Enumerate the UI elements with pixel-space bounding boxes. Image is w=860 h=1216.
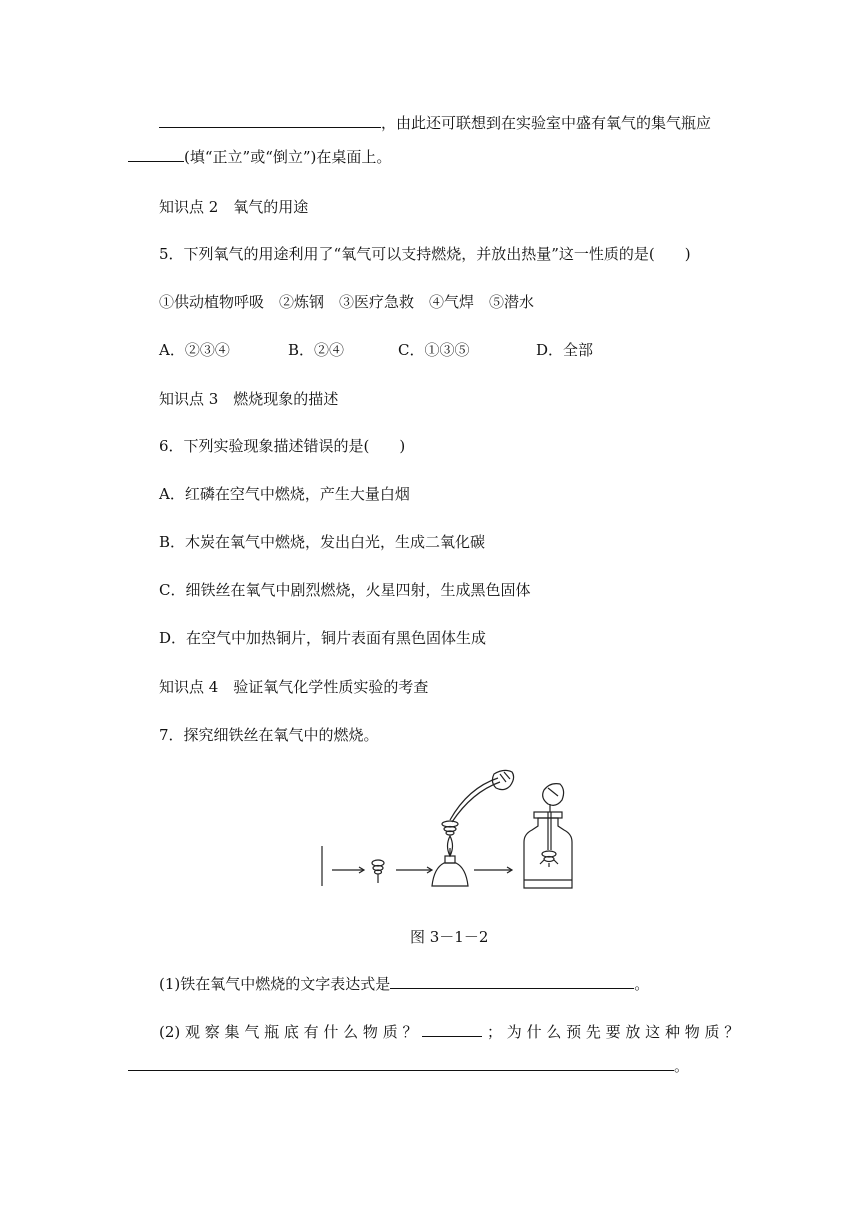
answer-blank[interactable] — [128, 1056, 674, 1071]
question-7-part-1-text: (1)铁在氧气中燃烧的文字表达式是 — [159, 975, 391, 993]
question-5-option-b[interactable]: B．②④ — [288, 341, 345, 359]
question-5: 5．下列氧气的用途利用了“氧气可以支持燃烧，并放出热量”这一性质的是( ) — [159, 245, 691, 263]
question-5-items: ①供动植物呼吸 ②炼钢 ③医疗急救 ④气焊 ⑤潜水 — [159, 293, 535, 311]
line-1-text: ，由此还可联想到在实验室中盛有氧气的集气瓶应 — [381, 114, 712, 132]
question-7-part-2-text: (2) 观 察 集 气 瓶 底 有 什 么 物 质 ？ — [159, 1023, 418, 1041]
question-6-option-c[interactable]: C．细铁丝在氧气中剧烈燃烧，火星四射，生成黑色固体 — [159, 581, 531, 599]
knowledge-point-2: 知识点 2 氧气的用途 — [159, 198, 309, 216]
knowledge-point-3: 知识点 3 燃烧现象的描述 — [159, 390, 339, 408]
question-7-part-2 — [159, 1022, 739, 1042]
question-7-part-1-end: 。 — [634, 975, 650, 993]
experiment-figure — [318, 768, 588, 896]
iron-wire-burning-diagram — [318, 768, 588, 896]
question-5-option-d[interactable]: D．全部 — [536, 341, 594, 359]
line-1 — [159, 113, 711, 133]
answer-blank[interactable] — [128, 147, 184, 162]
question-6: 6．下列实验现象描述错误的是( ) — [159, 437, 406, 455]
coiled-wire-icon — [442, 821, 458, 835]
answer-blank[interactable] — [422, 1022, 482, 1037]
answer-blank[interactable] — [390, 974, 634, 989]
line-2 — [128, 147, 391, 167]
alcohol-lamp-icon — [432, 836, 468, 886]
question-6-option-b[interactable]: B．木炭在氧气中燃烧，发出白光，生成二氧化碳 — [159, 533, 486, 551]
knowledge-point-4: 知识点 4 验证氧气化学性质实验的考查 — [159, 678, 429, 696]
question-7-part-2-end: 。 — [674, 1057, 690, 1075]
question-7: 7．探究细铁丝在氧气中的燃烧。 — [159, 726, 379, 744]
question-6-option-d[interactable]: D．在空气中加热铜片，铜片表面有黑色固体生成 — [159, 629, 487, 647]
question-5-option-c[interactable]: C．①③⑤ — [398, 341, 470, 359]
question-7-part-2-text-2: ； 为 什 么 预 先 要 放 这 种 物 质 ？ — [487, 1023, 740, 1041]
line-2-text: (填“正立”或“倒立”)在桌面上。 — [184, 148, 392, 166]
arrow-icon — [474, 867, 512, 873]
arrow-icon — [332, 867, 364, 873]
crucible-tongs-icon — [450, 778, 500, 822]
figure-caption: 图 3－1－2 — [410, 928, 489, 946]
question-7-part-2-line-2 — [128, 1056, 689, 1076]
coiled-wire-icon — [372, 860, 384, 883]
question-5-option-a[interactable]: A．②③④ — [159, 341, 230, 359]
hand-icon — [492, 770, 513, 789]
answer-blank[interactable] — [159, 113, 381, 128]
question-7-part-1 — [159, 974, 649, 994]
hand-icon — [543, 784, 564, 812]
arrow-icon — [396, 867, 432, 873]
coiled-wire-icon — [540, 812, 558, 867]
question-6-option-a[interactable]: A．红磷在空气中燃烧，产生大量白烟 — [159, 485, 410, 503]
